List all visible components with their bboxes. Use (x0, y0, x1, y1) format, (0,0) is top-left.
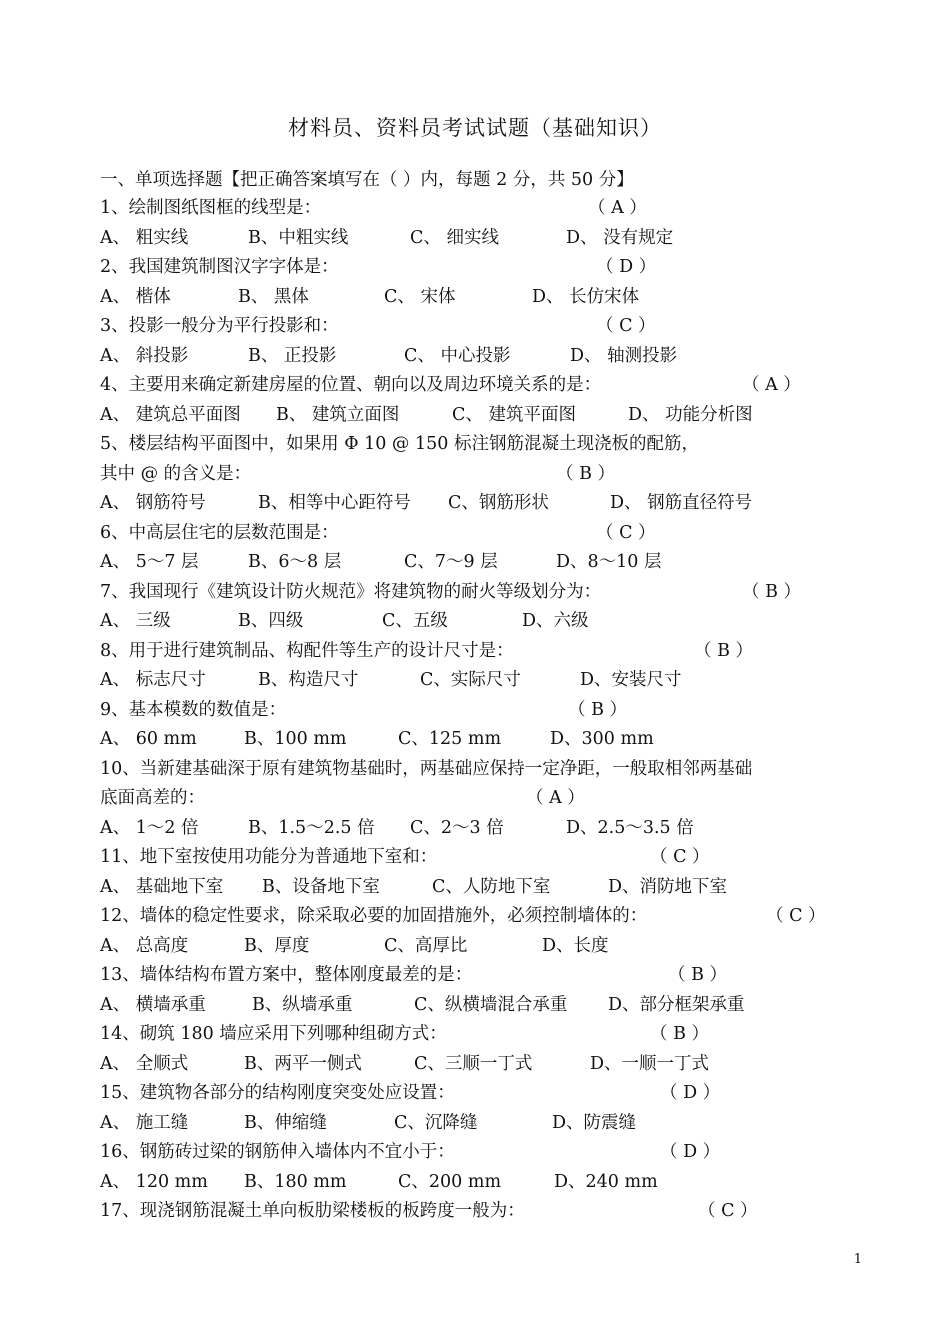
question-5-continued: 其中 @ 的含义是： (100, 463, 252, 484)
option-12-d: D、长度 (542, 935, 609, 956)
answer-12: （ C ） (766, 906, 826, 926)
answer-15: （ D ） (660, 1083, 721, 1103)
question-14: 14、砌筑 180 墙应采用下列哪种组砌方式： (100, 1024, 447, 1044)
option-1-a: A、 粗实线 (100, 227, 189, 248)
answer-1: （ A ） (588, 198, 647, 218)
answer-14: （ B ） (650, 1024, 709, 1044)
option-3-d: D、 轴测投影 (570, 345, 678, 366)
options-row-9 (0, 727, 950, 751)
options-row-14 (0, 1052, 950, 1076)
option-8-d: D、安装尺寸 (580, 670, 682, 690)
option-5-b: B、相等中心距符号 (258, 493, 411, 513)
options-row-11 (0, 875, 950, 899)
option-3-b: B、 正投影 (248, 345, 337, 366)
option-9-d: D、300 mm (550, 729, 654, 749)
option-6-a: A、 5～7 层 (100, 552, 199, 572)
option-15-b: B、伸缩缝 (244, 1112, 327, 1133)
question-9: 9、基本模数的数值是： (100, 699, 287, 720)
option-14-b: B、两平一侧式 (244, 1053, 362, 1074)
option-8-a: A、 标志尺寸 (100, 670, 206, 690)
page-number: 1 (853, 1252, 862, 1267)
option-16-d: D、240 mm (554, 1171, 658, 1192)
option-7-a: A、 三级 (100, 611, 171, 631)
option-16-b: B、180 mm (244, 1171, 347, 1192)
option-4-a: A、 建筑总平面图 (100, 404, 241, 425)
options-row-3 (0, 344, 950, 368)
options-row-6 (0, 550, 950, 574)
question-10-continued: 底面高差的： (100, 788, 205, 808)
option-4-c: C、 建筑平面图 (452, 404, 576, 425)
option-16-a: A、 120 mm (100, 1171, 208, 1192)
option-6-c: C、7～9 层 (404, 552, 498, 572)
options-row-4 (0, 403, 950, 427)
option-12-c: C、高厚比 (384, 935, 468, 956)
option-15-d: D、防震缝 (552, 1112, 637, 1133)
answer-7: （ B ） (742, 581, 801, 602)
option-9-b: B、100 mm (244, 729, 347, 749)
answer-11: （ C ） (650, 847, 710, 867)
options-row-16 (0, 1170, 950, 1194)
question-8: 8、用于进行建筑制品、构配件等生产的设计尺寸是： (100, 640, 514, 661)
options-row-13 (0, 993, 950, 1017)
option-2-c: C、 宋体 (384, 286, 456, 307)
option-7-d: D、六级 (522, 611, 589, 631)
option-2-b: B、 黑体 (238, 286, 309, 307)
option-10-b: B、1.5～2.5 倍 (248, 817, 375, 838)
options-row-5 (0, 491, 950, 515)
question-1: 1、绘制图纸图框的线型是： (100, 198, 322, 218)
option-5-d: D、 钢筋直径符号 (610, 493, 753, 513)
question-3: 3、投影一般分为平行投影和： (100, 316, 339, 336)
option-10-c: C、2～3 倍 (410, 817, 504, 838)
option-3-a: A、 斜投影 (100, 345, 189, 366)
option-10-d: D、2.5～3.5 倍 (566, 817, 694, 838)
answer-2: （ D ） (596, 257, 657, 277)
option-11-c: C、人防地下室 (432, 876, 551, 897)
option-6-b: B、6～8 层 (248, 552, 342, 572)
question-4: 4、主要用来确定新建房屋的位置、朝向以及周边环境关系的是： (100, 375, 602, 395)
option-7-c: C、五级 (382, 611, 448, 631)
option-8-b: B、构造尺寸 (258, 670, 359, 690)
question-2: 2、我国建筑制图汉字字体是： (100, 257, 339, 277)
option-11-a: A、 基础地下室 (100, 876, 224, 897)
options-row-7 (0, 609, 950, 633)
option-4-d: D、 功能分析图 (628, 404, 753, 425)
answer-6: （ C ） (596, 522, 656, 543)
option-15-a: A、 施工缝 (100, 1112, 189, 1133)
option-10-a: A、 1～2 倍 (100, 817, 199, 838)
option-9-a: A、 60 mm (100, 729, 197, 749)
option-13-a: A、 横墙承重 (100, 994, 206, 1015)
option-1-b: B、中粗实线 (248, 227, 349, 248)
options-row-1 (0, 226, 950, 250)
option-3-c: C、 中心投影 (404, 345, 511, 366)
option-12-a: A、 总高度 (100, 935, 189, 956)
answer-16: （ D ） (660, 1142, 721, 1162)
answer-3: （ C ） (596, 316, 656, 336)
option-16-c: C、200 mm (398, 1171, 502, 1192)
option-11-b: B、设备地下室 (262, 876, 380, 897)
question-12: 12、墙体的稳定性要求，除采取必要的加固措施外，必须控制墙体的： (100, 906, 648, 926)
answer-5: （ B ） (556, 463, 615, 484)
options-row-2 (0, 285, 950, 309)
page-title: 材料员、资料员考试试题（基础知识） (288, 116, 662, 140)
answer-9: （ B ） (568, 699, 627, 720)
option-13-b: B、纵墙承重 (252, 994, 353, 1015)
answer-8: （ B ） (694, 640, 753, 661)
question-16: 16、钢筋砖过梁的钢筋伸入墙体内不宜小于： (100, 1142, 455, 1162)
option-15-c: C、沉降缝 (394, 1112, 478, 1133)
answer-10: （ A ） (526, 788, 585, 808)
option-5-c: C、钢筋形状 (448, 493, 549, 513)
option-9-c: C、125 mm (398, 729, 502, 749)
option-7-b: B、四级 (238, 611, 304, 631)
question-11: 11、地下室按使用功能分为普通地下室和： (100, 847, 438, 867)
option-8-c: C、实际尺寸 (420, 670, 521, 690)
answer-17: （ C ） (698, 1201, 758, 1221)
question-10: 10、当新建基础深于原有建筑物基础时，两基础应保持一定净距，一般取相邻两基础 (100, 758, 753, 779)
question-17: 17、现浇钢筋混凝土单向板肋梁楼板的板跨度一般为： (100, 1201, 525, 1221)
answer-4: （ A ） (742, 375, 801, 395)
options-row-15 (0, 1111, 950, 1135)
option-14-a: A、 全顺式 (100, 1053, 189, 1074)
question-6: 6、中高层住宅的层数范围是： (100, 522, 339, 543)
option-12-b: B、厚度 (244, 935, 310, 956)
option-6-d: D、8～10 层 (556, 552, 662, 572)
question-15: 15、建筑物各部分的结构刚度突变处应设置： (100, 1083, 455, 1103)
option-14-d: D、一顺一丁式 (590, 1053, 710, 1074)
option-1-c: C、 细实线 (410, 227, 499, 248)
option-4-b: B、 建筑立面图 (276, 404, 400, 425)
options-row-12 (0, 934, 950, 958)
option-13-c: C、纵横墙混合承重 (414, 994, 568, 1015)
question-5: 5、楼层结构平面图中，如果用 Φ 10 @ 150 标注钢筋混凝土现浇板的配筋， (100, 434, 699, 454)
options-row-8 (0, 668, 950, 692)
option-1-d: D、 没有规定 (566, 227, 674, 248)
option-13-d: D、部分框架承重 (608, 994, 745, 1015)
option-5-a: A、 钢筋符号 (100, 493, 206, 513)
answer-13: （ B ） (668, 965, 727, 985)
section-heading: 一、单项选择题【把正确答案填写在（ ）内，每题 2 分，共 50 分】 (100, 170, 634, 190)
option-11-d: D、消防地下室 (608, 876, 728, 897)
question-7: 7、我国现行《建筑设计防火规范》将建筑物的耐火等级划分为： (100, 581, 602, 602)
question-13: 13、墙体结构布置方案中，整体刚度最差的是： (100, 965, 473, 985)
option-2-d: D、 长仿宋体 (532, 286, 640, 307)
option-2-a: A、 楷体 (100, 286, 171, 307)
option-14-c: C、三顺一丁式 (414, 1053, 533, 1074)
options-row-10 (0, 816, 950, 840)
